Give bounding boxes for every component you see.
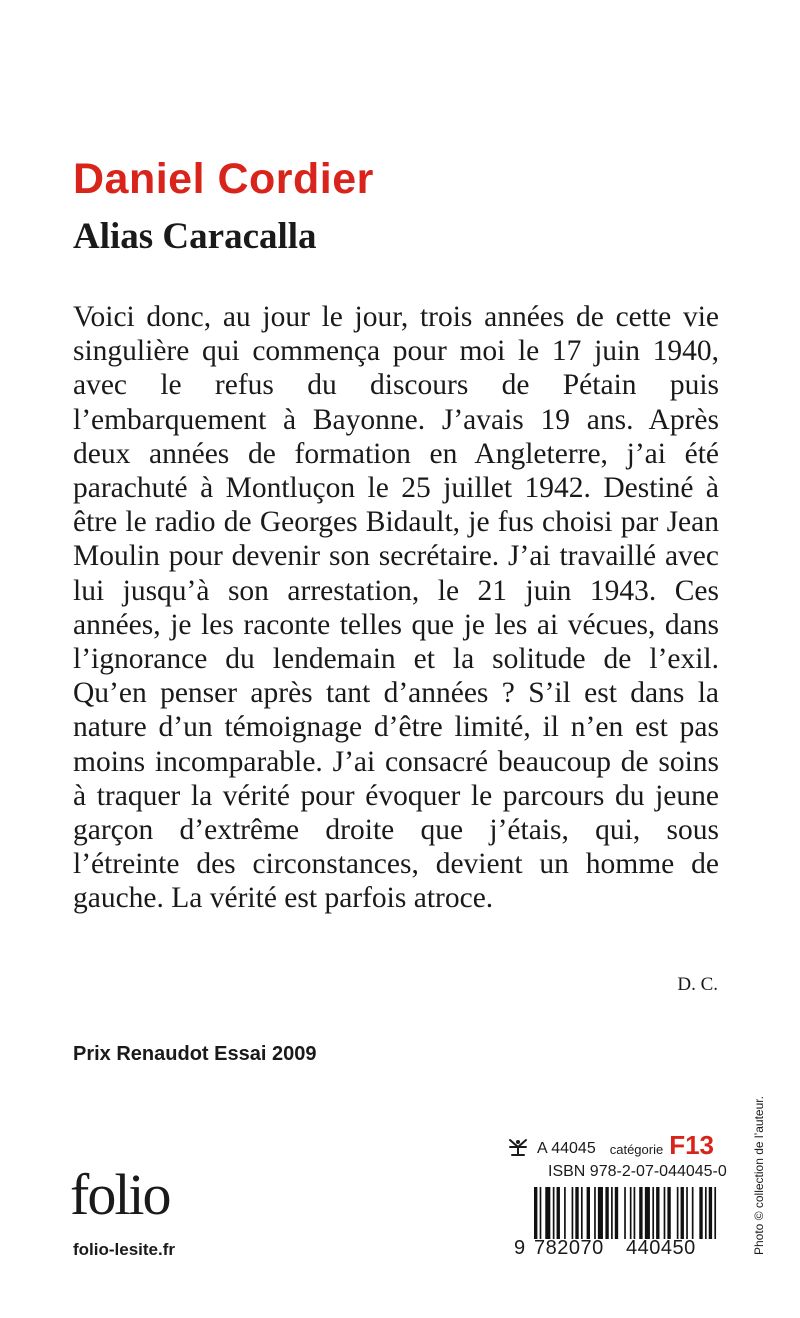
book-title: Alias Caracalla	[73, 216, 317, 257]
barcode-bar	[611, 1187, 613, 1239]
barcode-bar	[572, 1187, 574, 1239]
barcode-bar	[553, 1187, 555, 1239]
barcode-bar	[681, 1187, 684, 1239]
barcode-bar	[692, 1187, 694, 1239]
barcode-bar	[615, 1187, 618, 1239]
category-code: F13	[669, 1130, 715, 1160]
barcode-bar	[540, 1187, 542, 1239]
barcode-bar	[639, 1187, 642, 1239]
barcode-bar	[667, 1187, 670, 1239]
barcode-bar	[652, 1187, 654, 1239]
barcode-bar	[594, 1187, 596, 1239]
catalog-info	[507, 1130, 720, 1158]
barcode-bar	[534, 1187, 537, 1239]
folio-emblem-icon	[507, 1136, 529, 1158]
author-signature: D. C.	[677, 974, 718, 995]
barcode-bar	[575, 1187, 578, 1239]
author-name: Daniel Cordier	[73, 155, 374, 203]
barcode-bar	[634, 1187, 636, 1239]
barcode-digits	[514, 1238, 722, 1258]
publisher-website: folio-lesite.fr	[73, 1240, 176, 1259]
barcode-bar	[624, 1187, 626, 1239]
barcode-bar	[686, 1187, 688, 1239]
barcode-group-2: 440450	[626, 1237, 696, 1259]
barcode-bar	[664, 1187, 666, 1239]
isbn: ISBN 978-2-07-044045-0	[548, 1163, 727, 1180]
category-label: catégorie	[609, 1142, 664, 1157]
prize-label: Prix Renaudot Essai 2009	[73, 1043, 317, 1065]
barcode-bar	[714, 1187, 716, 1239]
barcode-bar	[656, 1187, 659, 1239]
barcode-bar	[645, 1187, 650, 1239]
folio-logo: folio	[70, 1162, 170, 1227]
barcode-bar	[581, 1187, 583, 1239]
back-cover-blurb: Voici donc, au jour le jour, trois années de cette vie singulière qui commença pour moi le 17 juin 1940, avec le refus du discours de Pétain puis l’embarquement à Bayonne. J’avais 19 ans. Après deux années de formation en Angleterre, j’ai été parachuté à Montluçon le 25 juillet 1942. Destiné à être le radio de Georges Bidault, je fus choisi par Jean Moulin pour devenir son secrétaire. J’ai travaillé avec lui jusqu’à son arrestation, le 21 juin 1943. Ces années, je les raconte telles que je les ai vécues, dans l’ignorance du lendemain et la solitude de l’exil. Qu’en penser après tant d’années ? S’il est dans la nature d’un témoignage d’être limité, il n’en est pas moins incomparable. J’ai consacré beaucoup de soins à traquer la vérité pour évoquer le parcours du jeune garçon d’extrême droite que j’étais, qui, sous l’étreinte des circonstances, devient un homme de gauche. La vérité est parfois atroce.	[73, 301, 719, 915]
photo-credit: Photo © collection de l’auteur.	[752, 1096, 766, 1255]
barcode-bar	[699, 1187, 702, 1239]
barcode-bar	[598, 1187, 603, 1239]
barcode-bar	[587, 1187, 590, 1239]
barcode-bar	[709, 1187, 712, 1239]
barcode-bar	[605, 1187, 608, 1239]
barcode	[534, 1187, 720, 1239]
barcode-bar	[564, 1187, 566, 1239]
barcode-bar	[557, 1187, 560, 1239]
barcode-group-1: 782070	[534, 1237, 604, 1259]
barcode-bar	[677, 1187, 679, 1239]
barcode-bar	[545, 1187, 550, 1239]
barcode-bar	[630, 1187, 632, 1239]
barcode-bar	[705, 1187, 707, 1239]
barcode-lead-digit: 9	[514, 1237, 526, 1259]
catalog-code: A 44045	[537, 1140, 596, 1157]
